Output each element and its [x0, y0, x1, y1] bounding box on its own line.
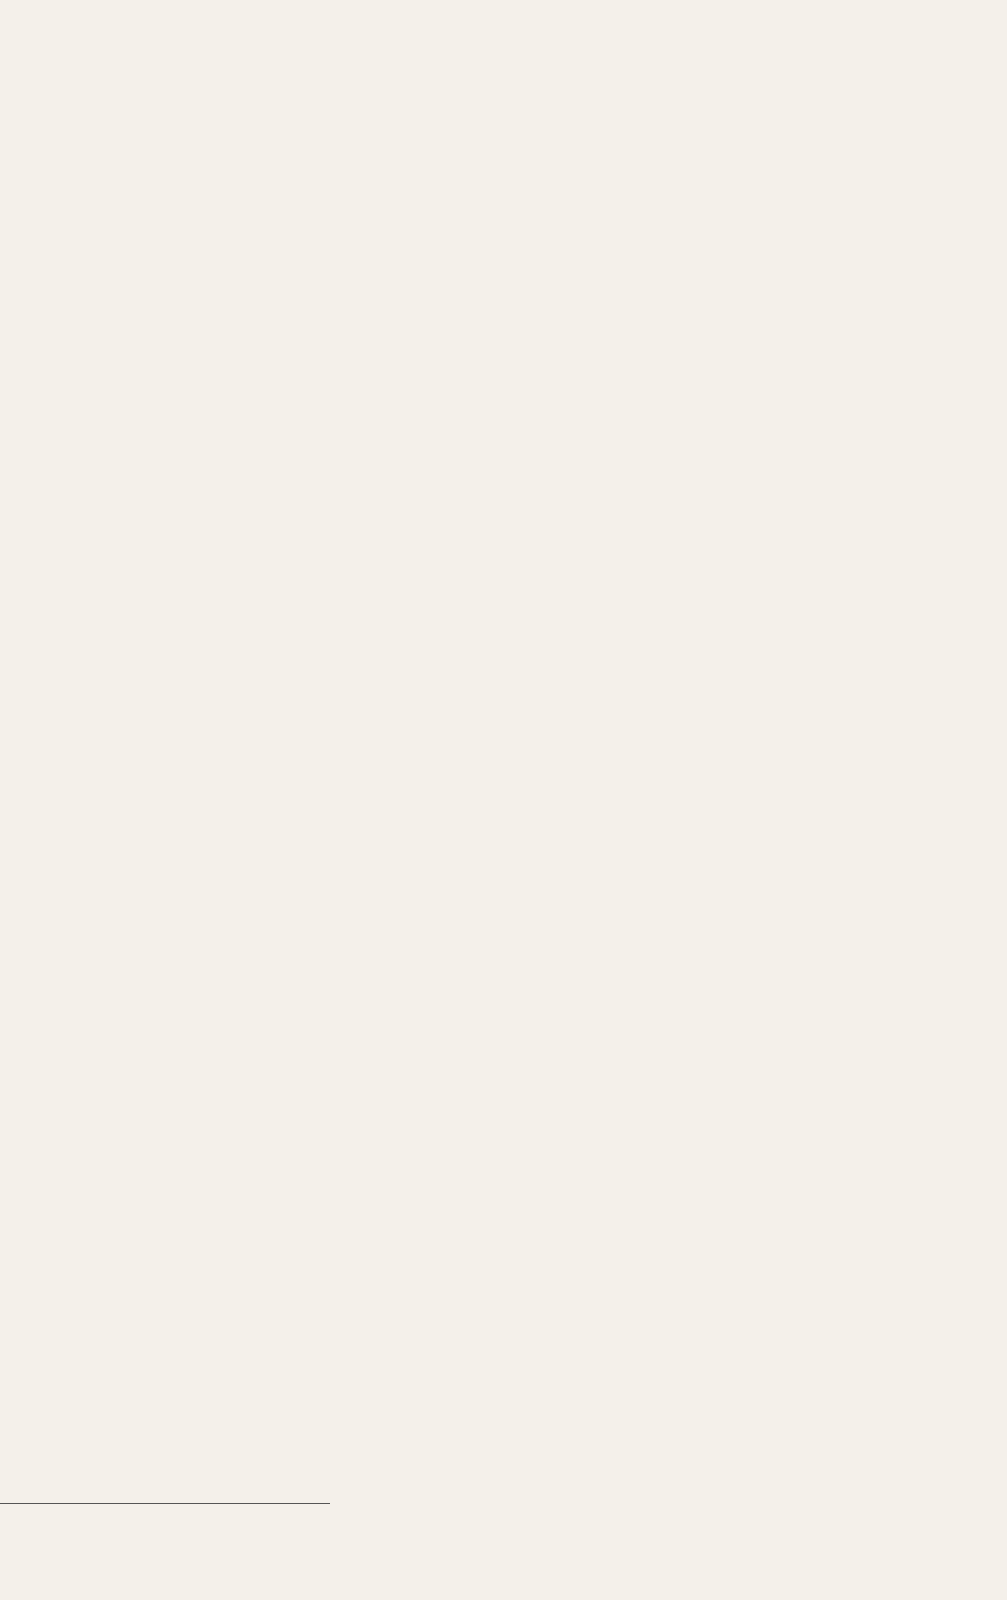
footnote-rule: [0, 1503, 330, 1504]
